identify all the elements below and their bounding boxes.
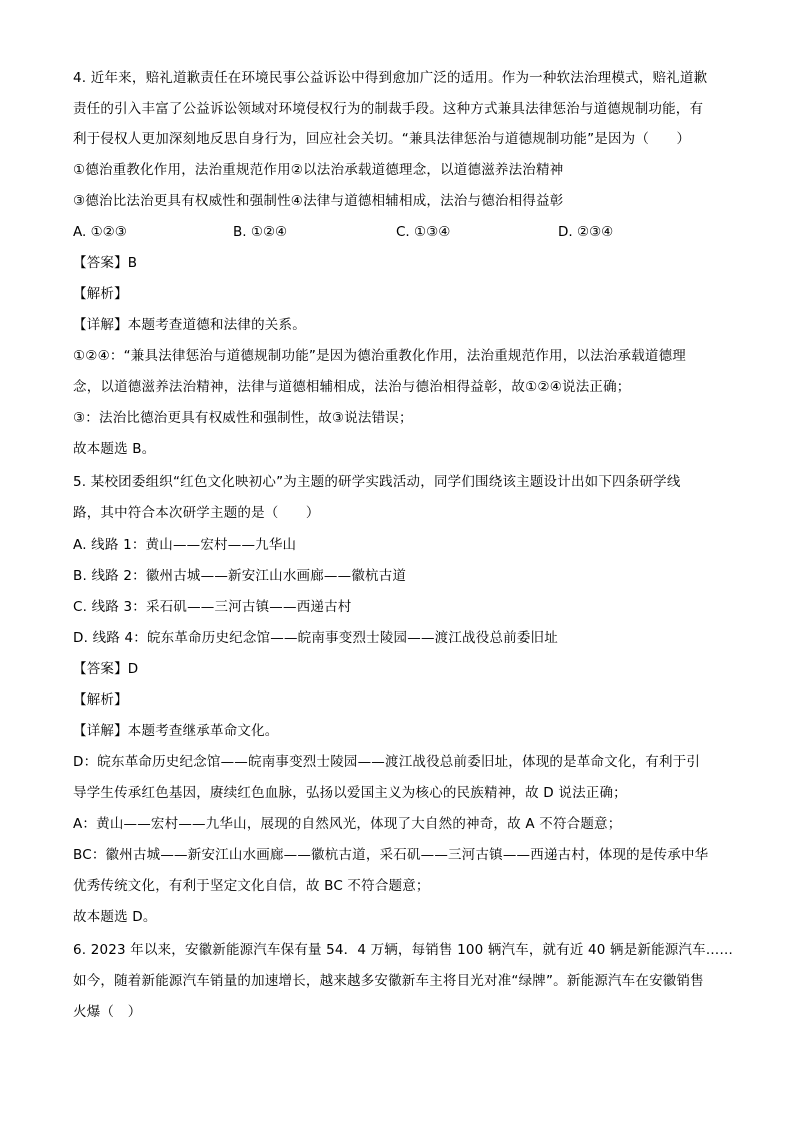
q4-detail-line-1: 【详解】本题考查道德和法律的关系。 [73, 317, 306, 333]
q5-detail-line-3: 导学生传承红色基因，赓续红色血脉，弘扬以爱国主义为核心的民族精神，故 D 说法正确； [73, 785, 627, 801]
q5-stem-line-2: 路，其中符合本次研学主题的是（ ） [73, 505, 320, 521]
q4-option-c: C. ①③④ [396, 224, 451, 240]
q4-answer: 【答案】B [73, 255, 138, 271]
q5-detail-line-7: 故本题选 D。 [73, 909, 157, 925]
q5-option-c: C. 线路 3：采石矶——三河古镇——西递古村 [73, 599, 352, 615]
q5-detail-line-5: BC：徽州古城——新安江山水画廊——徽杭古道，采石矶——三河古镇——西递古村，体现的是传承中华 [73, 847, 709, 863]
q5-detail-line-6: 优秀传统文化，有利于坚定文化自信，故 BC 不符合题意； [73, 878, 430, 894]
q4-stem-line-2: 责任的引入丰富了公益诉讼领域对环境侵权行为的制裁手段。这种方式兼具法律惩治与道德规制功能，有 [73, 101, 704, 117]
q4-statement-line-2: ③德治比法治更具有权威性和强制性④法律与道德相辅相成，法治与德治相得益彰 [73, 193, 564, 209]
q6-stem-line-3: 火爆（ ） [73, 1004, 142, 1020]
q5-analysis-heading: 【解析】 [73, 692, 128, 708]
q4-option-a: A. ①②③ [73, 224, 127, 240]
q5-answer: 【答案】D [73, 661, 139, 677]
q4-detail-line-4: ③：法治比德治更具有权威性和强制性，故③说法错误； [73, 410, 413, 426]
q4-option-d: D. ②③④ [558, 224, 614, 240]
q5-option-a: A. 线路 1：黄山——宏村——九华山 [73, 537, 297, 553]
q5-option-b: B. 线路 2：徽州古城——新安江山水画廊——徽杭古道 [73, 568, 407, 584]
q4-analysis-heading: 【解析】 [73, 286, 128, 302]
q4-stem-line-3: 利于侵权人更加深刻地反思自身行为，回应社会关切。“兼具法律惩治与道德规制功能”是因为（ ） [73, 131, 691, 147]
q6-stem-line-1: 6. 2023 年以来，安徽新能源汽车保有量 54．4 万辆，每销售 100 辆汽车，就有近 40 辆是新能源汽车…… [73, 942, 734, 958]
q4-detail-line-3: 念，以道德滋养法治精神，法律与道德相辅相成，法治与德治相得益彰，故①②④说法正确； [73, 379, 631, 395]
q4-stem-line-1: 4. 近年来，赔礼道歉责任在环境民事公益诉讼中得到愈加广泛的适用。作为一种软法治理模式，赔礼道歉 [73, 70, 708, 86]
q5-detail-line-4: A：黄山——宏村——九华山，展现的自然风光，体现了大自然的神奇，故 A 不符合题意； [73, 816, 622, 832]
q4-detail-line-2: ①②④：“兼具法律惩治与道德规制功能”是因为德治重教化作用，法治重规范作用，以法治承载道德理 [73, 348, 686, 364]
q5-stem-line-1: 5. 某校团委组织“红色文化映初心”为主题的研学实践活动，同学们围绕该主题设计出如下四条研学线 [73, 474, 681, 490]
q6-stem-line-2: 如今，随着新能源汽车销量的加速增长，越来越多安徽新车主将目光对准“绿牌”。新能源汽车在安徽销售 [73, 973, 704, 989]
q5-detail-line-1: 【详解】本题考查继承革命文化。 [73, 723, 279, 739]
q4-option-b: B. ①②④ [233, 224, 288, 240]
q5-option-d: D. 线路 4：皖东革命历史纪念馆——皖南事变烈士陵园——渡江战役总前委旧址 [73, 630, 558, 646]
q5-detail-line-2: D：皖东革命历史纪念馆——皖南事变烈士陵园——渡江战役总前委旧址，体现的是革命文化，有利于引 [73, 754, 701, 770]
q4-detail-line-5: 故本题选 B。 [73, 441, 156, 457]
q4-statement-line-1: ①德治重教化作用，法治重规范作用②以法治承载道德理念，以道德滋养法治精神 [73, 162, 564, 178]
